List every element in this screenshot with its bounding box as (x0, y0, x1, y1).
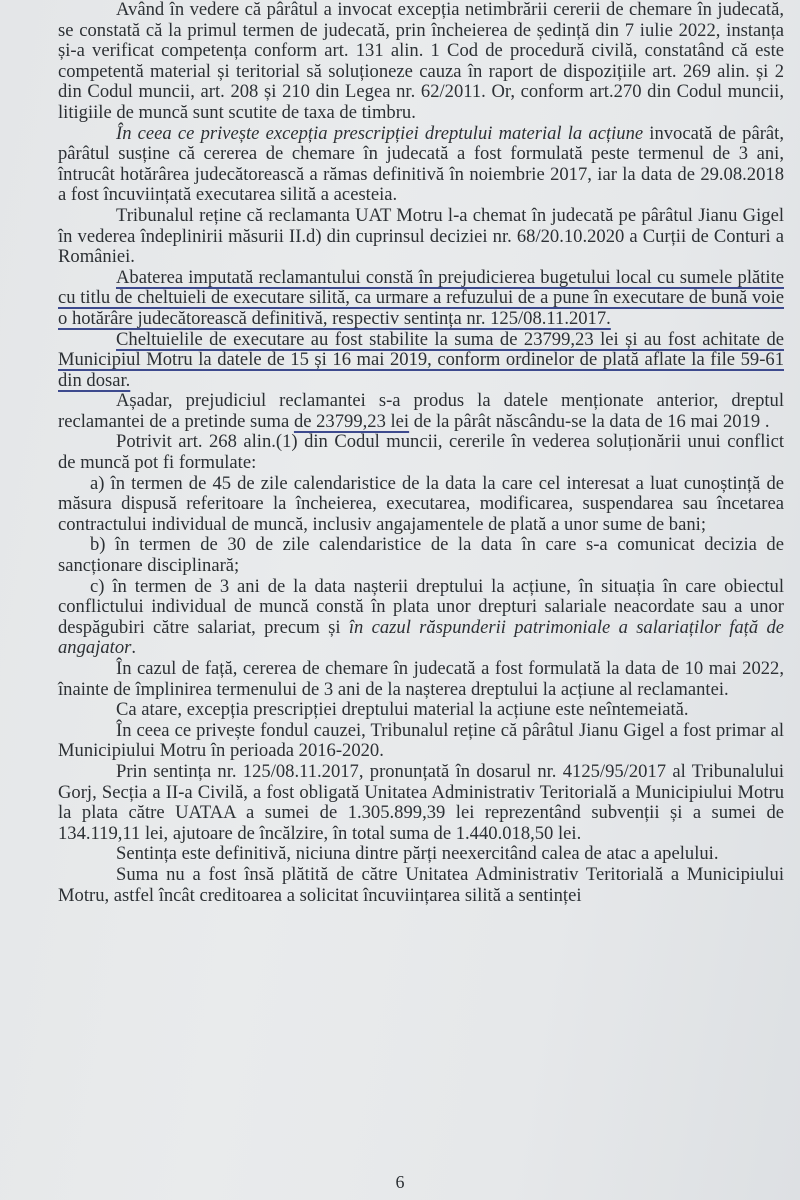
paragraph-merits: În ceea ce privește fondul cauzei, Tribunalul reține că pârâtul Jianu Gigel a fost primar al Municipiului Motru în perioada 2016-2020. (58, 719, 784, 762)
paragraph-execution-costs: Cheltuielile de executare au fost stabilite la suma de 23799,23 lei și au fost achitate de Municipiul Motru la datele de 15 și 16 mai 2019, conform ordinelor de plată aflate la file 59-61 din dosar. (58, 328, 784, 391)
paragraph-court-retains: Tribunalul reține că reclamanta UAT Motru l-a chemat în judecată pe pârâtul Jianu Gigel în vederea îndeplinirii măsurii II.d) din cuprinsul deciziei nr. 68/20.10.2020 a Curții de Conturi a României. (58, 204, 784, 268)
paragraph-present-case: În cazul de față, cererea de chemare în judecată a fost formulată la data de 10 mai 2022, înainte de împlinirea termenului de 3 ani de la nașterea dreptului la acțiune al reclamantei. (58, 658, 784, 700)
paragraph-imputed-offence: Abaterea imputată reclamantului constă în prejudicierea bugetului local cu sumele plătite cu titlu de cheltuieli de executare silită, ca urmare a refuzului de a pune în executare de bună voie o hotărâre judecătorească definitivă, respectiv sentința nr. 125/08.11.2017. (58, 266, 784, 329)
list-item-a: a) în termen de 45 de zile calendaristice de la data la care cel interesat a luat cunoștință de măsura dispusă referitoare la încheierea, executarea, modificarea, suspendarea sau încetarea contractului individual de muncă, inclusiv angajamentele de plată a unor sume de bani; (58, 472, 784, 535)
italic-heading: În ceea ce privește excepția prescripției dreptului material la acțiune (116, 122, 644, 144)
paragraph-damage-date: Așadar, prejudiciul reclamantei s-a produs la datele menționate anterior, dreptul reclamantei de a pretinde suma de 23799,23 lei de la pârât născându-se la data de 16 mai 2019 . (58, 390, 784, 432)
document-body (58, 0, 784, 906)
page-number: 6 (395, 1172, 405, 1192)
list-item-c: c) în termen de 3 ani de la data nașterii dreptului la acțiune, în situația în care obiectul conflictului individual de muncă constă în plata unor drepturi salariale neacordate sau a unor despăgubiri către salariat, precum și în cazul răspunderii patrimoniale a salariaților față de angajator. (58, 575, 784, 659)
paragraph-unpaid-amount: Suma nu a fost însă plătită de către Unitatea Administrativ Teritorială a Municipiului Motru, astfel încât creditoarea a solicitat încuviințarea silită a sentinței (58, 863, 784, 906)
paragraph-final-sentence: Sentința este definitivă, niciuna dintre părți neexercitând calea de atac a apelului. (116, 843, 719, 865)
paragraph-prescription-exception: În ceea ce privește excepția prescripției dreptului material la acțiune invocată de pârât, pârâtul susține că cererea de chemare în judecată a fost formulată peste termenul de 3 ani, întrucât hotărârea judecătorească a rămas definitivă în noiembrie 2017, iar la data de 29.08.2018 a fost încuviințată executarea silită a acesteia. (58, 122, 784, 206)
paragraph-sentence: Prin sentința nr. 125/08.11.2017, pronunțată în dosarul nr. 4125/95/2017 al Tribunalului Gorj, Secția a II-a Civilă, a fost obligată Unitatea Administrativ Teritorială a Municipiului Motru la plata către UATAA a sumei de 1.305.899,39 lei reprezentând subvenții și a sumei de 134.119,11 lei, ajutoare de încălzire, în total suma de 1.440.018,50 lei. (58, 760, 784, 844)
paragraph-exception-unfounded: Ca atare, excepția prescripției dreptului material la acțiune este neîntemeiată. (116, 699, 689, 721)
underlined-amount: de 23799,23 lei (293, 410, 410, 432)
list-item-b: b) în termen de 30 de zile calendaristice de la data în care s-a comunicat decizia de sancționare disciplinară; (58, 534, 784, 577)
paragraph-stamp-duty: Având în vedere că pârâtul a invocat excepția netimbrării cererii de chemare în judecată, se constată că la primul termen de judecată, prin încheierea de ședință din 7 iulie 2022, instanța și-a verificat competența conform art. 131 alin. 1 Cod de procedură civilă, constatând că este competentă material și teritorial să soluționeze cauza în raport de dispozițiile art. 269 alin. și 2 din Codul muncii, art. 208 și 210 din Legea nr. 62/2011. Or, conform art.270 din Codul muncii, litigiile de muncă sunt scutite de taxa de timbru. (58, 0, 784, 123)
paragraph-labour-code: Potrivit art. 268 alin.(1) din Codul muncii, cererile în vederea soluționării unui conflict de muncă pot fi formulate: (58, 431, 784, 474)
